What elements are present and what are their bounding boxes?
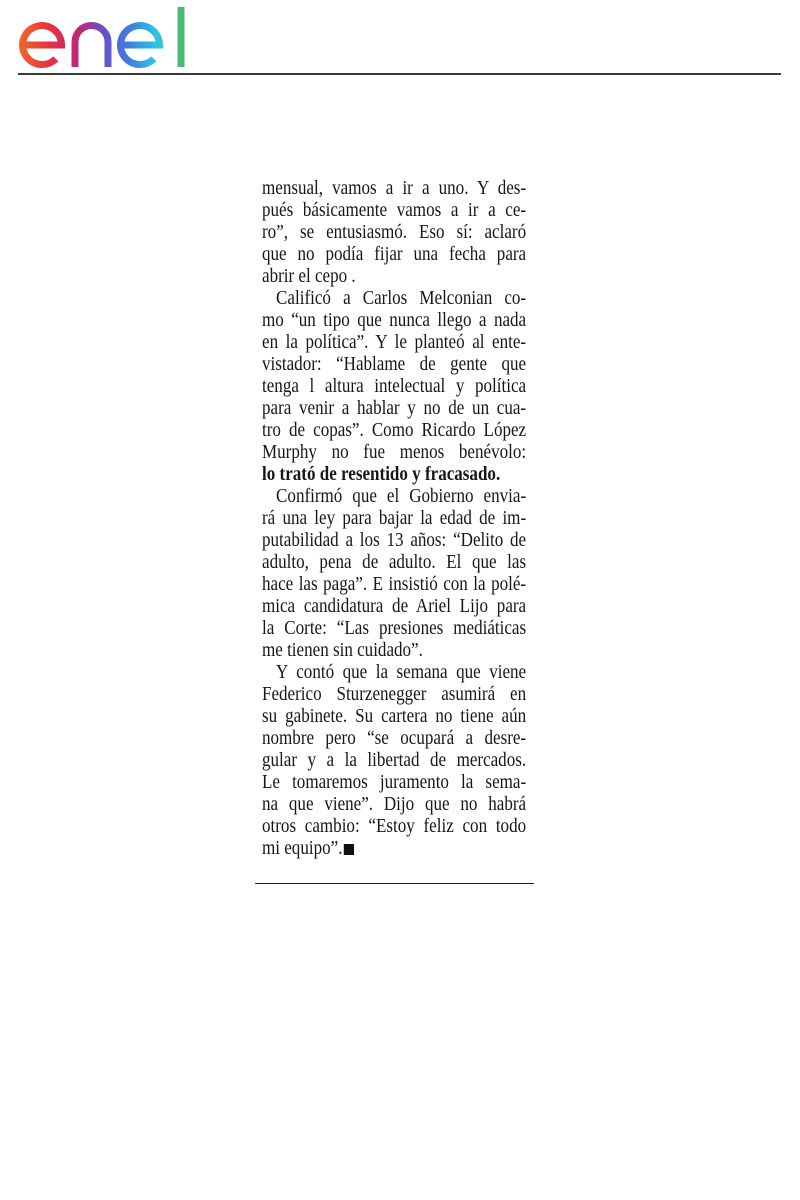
article-line: para venir a hablar y no de un cua- [262,397,527,420]
article-line: Le tomaremos juramento la sema- [262,771,527,794]
article-line: me tienen sin cuidado”. [262,639,423,662]
article-line: mo “un tipo que nunca llego a nada [262,309,527,332]
article-line: otros cambio: “Estoy feliz con todo [262,815,527,838]
paragraph [262,177,526,287]
article-line: putabilidad a los 13 años: “Delito de [262,529,527,552]
article-line: mensual, vamos a ir a uno. Y des- [262,177,527,199]
article-column [262,177,526,859]
end-square-icon [344,844,354,855]
logo-letter-e [121,26,160,65]
paragraph [262,287,526,485]
article-line: na que viene”. Dijo que no habrá [262,793,527,816]
article-line: nombre pero “se ocupará a desre- [262,727,527,750]
article-line: su gabinete. Su cartera no tiene aún [262,705,527,728]
paragraph [262,661,526,859]
article-line: Confirmó que el Gobierno envia- [276,485,527,508]
article-line: en la política”. Y le planteó al ente- [262,331,527,354]
enel-logo [0,0,200,72]
article-line: abrir el cepo . [262,265,356,288]
logo-letter-n [75,26,108,68]
article-line: Federico Sturzenegger asumirá en [262,683,527,706]
article-line: adulto, pena de adulto. El que las [262,551,527,574]
article-line: ro”, se entusiasmó. Eso sí: aclaró [262,221,527,244]
article-line: la Corte: “Las presiones mediáticas [262,617,527,640]
article-line: hace las paga”. E insistió con la polé- [262,573,527,596]
paragraph [262,485,526,661]
article-line: rá una ley para bajar la edad de im- [262,507,527,530]
article-line-bold: lo trató de resentido y fracasado. [262,463,501,486]
article-line-text: mi equipo”. [262,837,343,860]
article-end-divider [255,883,534,884]
article-line: Y contó que la semana que viene [276,661,527,684]
article-line: Murphy no fue menos benévolo: [262,441,527,464]
article-line: mica candidatura de Ariel Lijo para [262,595,527,618]
logo-letter-e [23,26,62,65]
article-line: pués básicamente vamos a ir a ce- [262,199,527,222]
article-line: que no podía fijar una fecha para [262,243,527,266]
header-divider [18,73,781,75]
article-line: tro de copas”. Como Ricardo López [262,419,527,442]
article-line: tenga l altura intelectual y política [262,375,527,398]
article-line: vistador: “Hablame de gente que [262,353,527,376]
article-line [262,837,526,859]
article-line: gular y a la libertad de mercados. [262,749,527,772]
article-line: Calificó a Carlos Melconian co- [276,287,527,310]
